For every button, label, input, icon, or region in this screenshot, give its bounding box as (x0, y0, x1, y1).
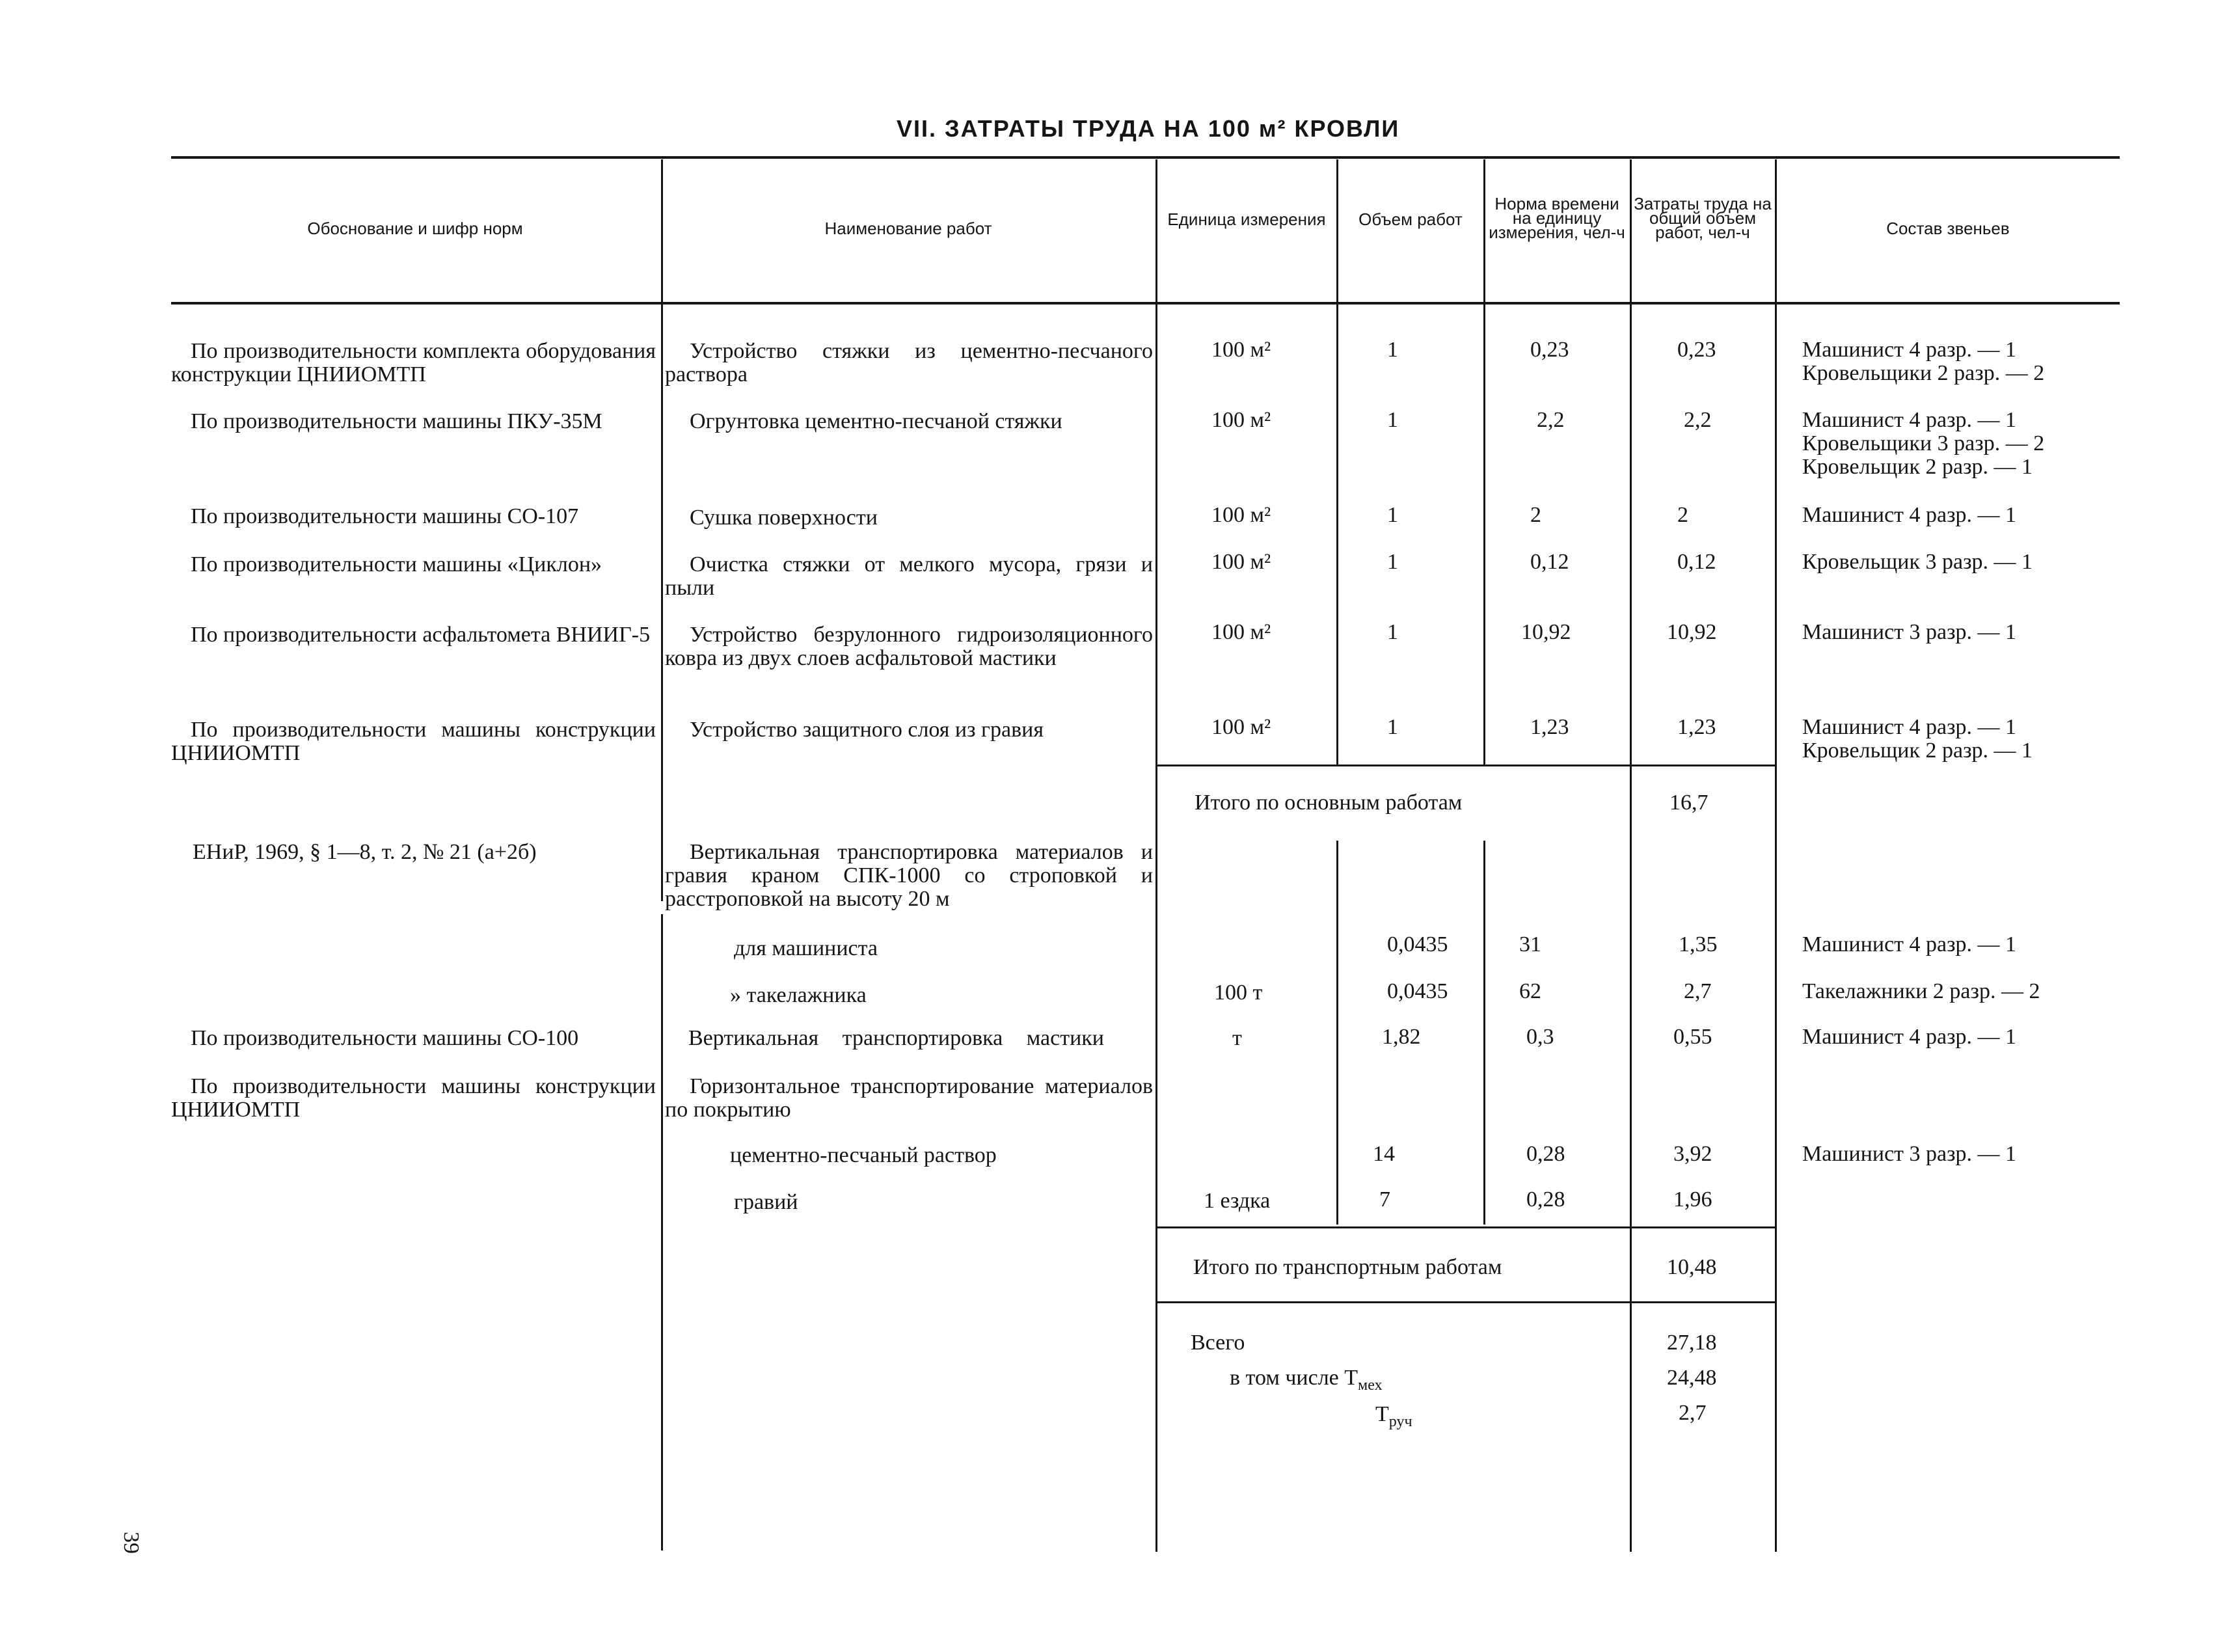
row-norm: 1,23 (1530, 715, 1569, 739)
row-crew: Кровельщик 2 разр. — 1 (1802, 738, 2033, 763)
row-volume: 1 (1387, 338, 1398, 362)
row-name: Устройство безрулонного гидроизоляционного ковра из двух слоев асфальтовой мастики (665, 623, 1153, 670)
col-divider (1483, 159, 1485, 765)
transport-sub-norm: 0,28 (1526, 1142, 1565, 1166)
row-unit: 100 м² (1211, 408, 1271, 432)
subtotal-main-value: 16,7 (1669, 791, 1709, 815)
transport-sub-crew: Машинист 3 разр. — 1 (1802, 1142, 2017, 1166)
transport-sub-crew: Машинист 4 разр. — 1 (1802, 932, 2017, 956)
transport-sub-cost: 1,96 (1673, 1187, 1712, 1212)
row-volume: 1 (1387, 550, 1398, 574)
col-divider (1336, 841, 1338, 1225)
row-name: Сушка поверхности (690, 506, 878, 530)
row-norm: 0,23 (1530, 338, 1569, 362)
page-title: VII. ЗАТРАТЫ ТРУДА НА 100 м² КРОВЛИ (897, 115, 1400, 142)
transport-sub-norm: 62 (1519, 979, 1541, 1003)
header-crew: Состав звеньев (1886, 219, 2010, 238)
row-unit: 100 м² (1211, 715, 1271, 739)
transport-sub-name: для машиниста (734, 936, 878, 960)
transport-basis: ЕНиР, 1969, § 1—8, т. 2, № 21 (а+2б) (193, 840, 537, 864)
table-top-rule (171, 156, 2120, 159)
total-label: Всего (1191, 1331, 1245, 1355)
row-cost: 2,2 (1684, 408, 1712, 432)
page-number: 39 (119, 1532, 143, 1554)
transport-sub-crew: Такелажники 2 разр. — 2 (1802, 979, 2040, 1003)
row-unit: 100 м² (1211, 338, 1271, 362)
header-norm: Норма времени на единицу измерения, чел-ч (1489, 194, 1625, 242)
row-volume: 1 (1387, 715, 1398, 739)
row-name: Устройство защитного слоя из гравия (690, 718, 1044, 742)
subtotal-transport-label: Итого по транспортным работам (1193, 1255, 1502, 1279)
row-basis: По производительности асфальтомета ВНИИГ-5 (191, 623, 651, 647)
transport-name: Вертикальная транспортировка материалов и гравия краном СПК-1000 со строповкой и расстроповкой на высоту 20 м (665, 840, 1153, 911)
col-divider (1155, 159, 1157, 1552)
row-norm: 10,92 (1521, 620, 1571, 644)
row-crew: Машинист 4 разр. — 1 (1802, 408, 2017, 432)
row-cost: 2 (1677, 503, 1688, 527)
col-divider (661, 914, 663, 1550)
col-divider (1483, 841, 1485, 1225)
transport-row-name: Горизонтальное транспортирование материалов по покрытию (665, 1074, 1153, 1122)
transport-sub-volume: 0,0435 (1387, 932, 1448, 956)
row-basis: По производительности машины «Циклон» (191, 552, 602, 576)
transport-sub-name: гравий (734, 1190, 798, 1214)
transport-sub-unit: 1 ездка (1204, 1189, 1271, 1213)
transport-row-volume: 1,82 (1382, 1025, 1421, 1049)
subtotal-rule (1155, 1226, 1775, 1228)
col-divider (661, 159, 663, 901)
subtotal-rule (1155, 1301, 1775, 1303)
row-cost: 10,92 (1667, 620, 1717, 644)
total-mech-value: 24,48 (1667, 1366, 1717, 1390)
transport-sub-cost: 2,7 (1684, 979, 1712, 1003)
row-unit: 100 м² (1211, 503, 1271, 527)
row-basis: По производительности комплекта оборудования конструкции ЦНИИОМТП (171, 339, 656, 386)
header-unit: Единица измерения (1167, 210, 1326, 229)
row-norm: 2 (1530, 503, 1541, 527)
row-volume: 1 (1387, 408, 1398, 432)
row-crew: Машинист 4 разр. — 1 (1802, 715, 2017, 739)
transport-sub-norm: 31 (1519, 932, 1541, 956)
row-cost: 0,23 (1677, 338, 1716, 362)
row-basis: По производительности машины ПКУ-35М (191, 409, 602, 433)
col-divider (1336, 159, 1338, 765)
row-basis: По производительности машины конструкции ЦНИИОМТП (171, 718, 656, 765)
row-crew: Кровельщик 2 разр. — 1 (1802, 455, 2033, 479)
total-mech-label: в том числе $Т_{мех}$ (1230, 1366, 1383, 1394)
transport-row-norm: 0,3 (1526, 1025, 1554, 1049)
transport-sub-name: цементно-песчаный раствор (730, 1143, 997, 1167)
total-value: 27,18 (1667, 1331, 1717, 1355)
row-crew: Кровельщик 3 разр. — 1 (1802, 550, 2033, 574)
row-volume: 1 (1387, 620, 1398, 644)
row-unit: 100 м² (1211, 550, 1271, 574)
transport-sub-unit: 100 т (1214, 981, 1263, 1005)
row-unit: 100 м² (1211, 620, 1271, 644)
row-crew: Машинист 3 разр. — 1 (1802, 620, 2017, 644)
subtotal-main-label: Итого по основным работам (1195, 791, 1463, 815)
row-norm: 0,12 (1530, 550, 1569, 574)
transport-sub-cost: 1,35 (1679, 932, 1718, 956)
row-cost: 1,23 (1677, 715, 1716, 739)
row-crew: Машинист 4 разр. — 1 (1802, 503, 2017, 527)
row-cost: 0,12 (1677, 550, 1716, 574)
row-name: Огрунтовка цементно-песчаной стяжки (690, 409, 1062, 433)
subtotal-rule (1155, 765, 1775, 766)
transport-row-basis: По производительности машины СО-100 (191, 1026, 579, 1050)
transport-row-basis: По производительности машины конструкции ЦНИИОМТП (171, 1074, 656, 1122)
row-crew: Кровельщики 3 разр. — 2 (1802, 431, 2045, 455)
transport-sub-volume: 14 (1373, 1142, 1395, 1166)
transport-sub-norm: 0,28 (1526, 1187, 1565, 1212)
row-crew: Машинист 4 разр. — 1 (1802, 338, 2017, 362)
col-divider (1630, 159, 1632, 1552)
transport-sub-cost: 3,92 (1673, 1142, 1712, 1166)
transport-row-unit: т (1232, 1026, 1242, 1050)
transport-sub-volume: 0,0435 (1387, 979, 1448, 1003)
transport-sub-volume: 7 (1379, 1187, 1390, 1212)
header-volume: Объем работ (1358, 210, 1463, 229)
row-crew: Кровельщики 2 разр. — 2 (1802, 361, 2045, 385)
row-norm: 2,2 (1537, 408, 1565, 432)
row-name: Очистка стяжки от мелкого мусора, грязи и пыли (665, 552, 1153, 600)
header-basis: Обоснование и шифр норм (307, 219, 523, 238)
header-name: Наименование работ (824, 219, 992, 238)
row-name: Устройство стяжки из цементно-песчаного раствора (665, 339, 1153, 386)
transport-row-crew: Машинист 4 разр. — 1 (1802, 1025, 2017, 1049)
subtotal-transport-value: 10,48 (1667, 1255, 1717, 1279)
header-bottom-rule (171, 302, 2120, 305)
total-man-value: 2,7 (1679, 1401, 1707, 1425)
header-cost: Затраты труда на общий объем работ, чел-ч (1634, 194, 1772, 242)
row-volume: 1 (1387, 503, 1398, 527)
transport-row-name: Вертикальная транспортировка мастики (688, 1026, 1104, 1050)
total-man-label: $Т_{руч}$ (1375, 1402, 1412, 1430)
col-divider (1775, 159, 1777, 1552)
row-basis: По производительности машины СО-107 (191, 504, 579, 528)
transport-row-cost: 0,55 (1673, 1025, 1712, 1049)
transport-sub-name: » такелажника (730, 983, 867, 1007)
